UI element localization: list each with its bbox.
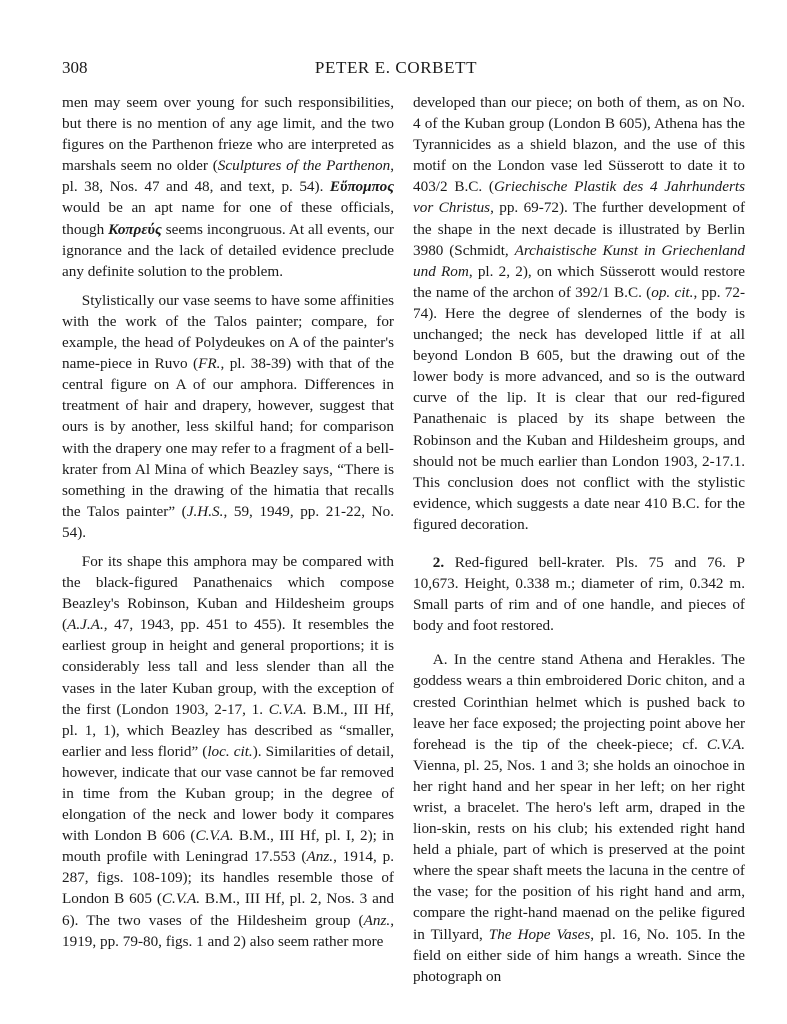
paragraph: men may seem over young for such responsibilities, but there is no mention of any age limit, and the two figures on the Parthenon frieze who are interpreted as marshals seem no older (Sculptures of the Parthenon, pl. 38, Nos. 47 and 48, and text, p. 54). Εὔπομπος would be an apt name for one of these officials, though Κοπρεύς seems incongruous. At all events, our ignorance and the lack of detailed evidence preclude any definite solution to the problem. [62,94,394,280]
paragraph: Stylistically our vase seems to have some affinities with the work of the Talos painter; compare, for example, the head of Polydeukes on A of the painter's name-piece in Ruvo (FR., pl. 38-39) with that of the central figure on A of our amphora. Differences in treatment of hair and drapery, however, suggest that ours is by another, less skilful hand; for comparison with the drapery one may refer to a fragment of a bell-krater from Al Mina of which Beazley says, “There is something in the drawing of the himatia that recalls the Talos painter” (J.H.S., 59, 1949, pp. 21-22, No. 54). [62,291,394,541]
entry-number: 2. [432,553,445,571]
page-number: 308 [62,58,88,77]
greek-word: Κοπρεύς [108,220,162,238]
catalogue-entry: 2. Red-figured bell-krater. Pls. 75 and 76. P 10,673. Height, 0.338 m.; diameter of rim, 0.342 m. Small parts of rim and of one handle, and pieces of body and foot restored. [413,553,745,635]
right-column [413,92,745,987]
paragraph: developed than our piece; on both of them, as on No. 4 of the Kuban group (London B 605), Athena has the Tyrannicides as a shield blazon, and the use of this motif on the London vase led Süsserott to date it to 403/2 B.C. (Griechische Plastik des 4 Jahrhunderts vor Christus, pp. 69-72). The further development of the shape in the next decade is illustrated by Berlin 3980 (Schmidt, Archaistische Kunst in Griechenland und Rom, pl. 2, 2), on which Süsserott would restore the name of the archon of 392/1 B.C. (op. cit., pp. 72-74). Here the degree of slendernes of the body is unchanged; the neck has developed little if at all beyond London B 605, but the drawing out of the lower body is more advanced, and so is the outward curve of the lip. It is clear that our red-figured Panathenaic is placed by its shape between the Robinson and the Kuban and Hildesheim groups, and should not be much earlier than London 1903, 2-17.1. This conclusion does not conflict with the stylistic evidence, which suggests a date near 410 B.C. for the figured decoration. [413,94,746,533]
greek-word: Εὔπομπος [329,178,394,196]
left-column [62,92,394,952]
paragraph: A. In the centre stand Athena and Herakles. The goddess wears a thin embroidered Doric chiton, and a crested Corinthian helmet which is pushed back to leave her face exposed; the projecting point above her forehead is the tip of the cheek-piece; cf. C.V.A. Vienna, pl. 25, Nos. 1 and 3; she holds an oinochoe in her right hand and her spear in her left; on her right wrist, a bracelet. The hero's left arm, draped in the lion-skin, rests on his club; his extended right hand held a phiale, part of which is preserved at the point where the spear shaft meets the lacuna in the centre of the vase; for the position of his right hand and arm, compare the right-hand maenad on the pelike figured in Tillyard, The Hope Vases, pl. 16, No. 105. In the field on either side of him hangs a wreath. Since the photograph on [413,651,745,985]
paragraph: For its shape this amphora may be compared with the black-figured Panathenaics which compose Beazley's Robinson, Kuban and Hildesheim groups (A.J.A., 47, 1943, pp. 451 to 455). It resembles the earliest group in height and general proportions; it is considerably less tall and less slender than all the vases in the later Kuban group, with the exception of the first (London 1903, 2-17, 1. C.V.A. B.M., III Hf, pl. 1, 1), which Beazley has described as “smaller, earlier and less florid” (loc. cit.). Similarities of detail, however, indicate that our vase cannot be far removed in time from the Kuban group; in the degree of elongation of the neck and lower body it compares with London B 606 (C.V.A. B.M., III Hf, pl. I, 2); in mouth profile with Leningrad 17.553 (Anz., 1914, p. 287, figs. 108-109); its handles resemble those of London B 605 (C.V.A. B.M., III Hf, pl. 2, Nos. 3 and 6). The two vases of the Hildesheim group (Anz., 1919, pp. 79-80, figs. 1 and 2) also seem rather more [62,552,395,950]
running-title: PETER E. CORBETT [314,58,478,77]
page-header [62,56,730,80]
